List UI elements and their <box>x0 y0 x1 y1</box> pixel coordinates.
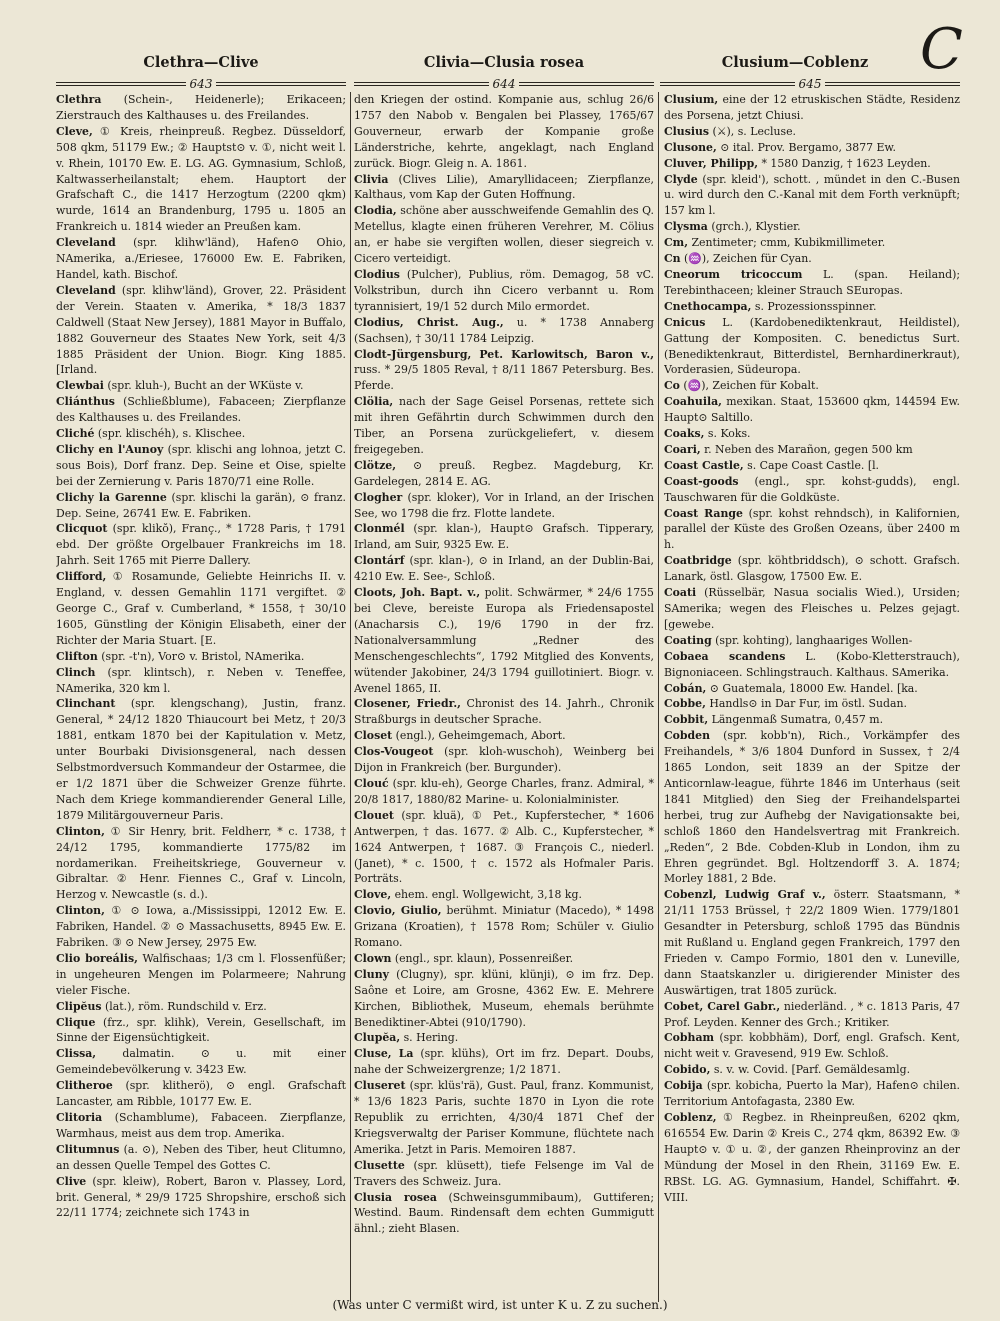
entry-headword: Cobán, <box>664 681 707 695</box>
entry-headword: Clivia <box>354 172 389 186</box>
entry-definition: (spr. klintsch), r. Neben v. Teneffee, NAmerika, 320 km l. <box>56 665 346 695</box>
entry-headword: Clouć <box>354 776 389 790</box>
entry-headword: Cluver, Philipp, <box>664 156 759 170</box>
entry-headword: Clusone, <box>664 140 717 154</box>
entry-definition: mexikan. Staat, 153600 qkm, 144594 Ew. Haupt⊙ Saltillo. <box>664 395 960 425</box>
entry-headword: Cobham <box>664 1031 715 1045</box>
dictionary-entry <box>56 824 346 904</box>
dictionary-entry <box>664 124 960 140</box>
entry-definition: (spr. kloh-wuschoh), Weinberg bei Dijon in Frankreich (ber. Burgunder). <box>354 745 654 775</box>
entry-definition: nach der Sage Geisel Porsenas, rettete sich mit ihren Gefährtin durch Schwimmen durch den Tiber, an Porsena zurückgeliefert, v. diesem freigegeben. <box>354 395 654 456</box>
entry-headword: Coast Range <box>664 506 743 520</box>
entry-headword: Clissa, <box>56 1047 97 1061</box>
dictionary-entry <box>56 951 346 999</box>
entry-definition: Handls⊙ in Dar Fur, im östl. Sudan. <box>705 697 907 711</box>
entry-definition: (Rüsselbär, Nasua socialis Wied.), Ursiden; SAmerika; wegen des Fleisches u. Pelzes gejagt. [gewebe. <box>664 586 960 631</box>
dictionary-entry <box>56 999 346 1015</box>
entry-definition: (♒), Zeichen für Cyan. <box>680 252 812 266</box>
dictionary-entry <box>354 585 654 696</box>
dictionary-entry <box>664 235 960 251</box>
entry-definition: (spr. klischi la garän), ⊙ franz. Dep. Seine, 26741 Ew. E. Fabriken. <box>56 490 346 520</box>
entry-headword: Clusium, <box>664 93 719 106</box>
entry-headword: Cobden <box>664 729 711 743</box>
entry-headword: Clichy en l'Aunoy <box>56 442 164 456</box>
footer-note: (Was unter C vermißt wird, ist unter K u. Z zu suchen.) <box>332 1298 668 1312</box>
entry-definition: schöne aber ausschweifende Gemahlin des Q. Metellus, klagte einen früheren Verehrer, M. Cölius an, er habe sie vergiften wollen, dieser siegreich v. Cicero verteidigt. <box>354 204 654 266</box>
entry-headword: Cluny <box>354 967 389 981</box>
entry-definition: (engl.), Geheimgemach, Abort. <box>392 729 566 743</box>
dictionary-entry <box>354 696 654 728</box>
dictionary-entry <box>664 156 960 172</box>
dictionary-entry <box>354 553 654 585</box>
entry-headword: Coati <box>664 586 697 600</box>
entry-definition: (spr. klischéh), s. Klischee. <box>94 427 246 441</box>
entry-headword: Clinton, <box>56 824 105 838</box>
dictionary-entry <box>56 903 346 951</box>
dictionary-entry <box>354 458 654 490</box>
entry-definition: (spr. klühs), Ort im frz. Depart. Doubs, nahe der Schweizergrenze; 1/2 1871. <box>354 1047 654 1077</box>
column-divider <box>658 92 659 1302</box>
entry-headword: Coatbridge <box>664 554 732 568</box>
entry-definition: (spr. klihw'länd), Grover, 22. Präsident der Verein. Staaten v. Amerika, * 18/3 1837 Caldwell (Staat New Jersey), 1881 Mayor in Buffalo, 1882 Gouverneur des Staates New York, seit 4/3 1885 Präsident der Union. Biogr. King 1885. [Irland. <box>56 283 346 377</box>
entry-definition: (spr. klu-eh), George Charles, franz. Admiral, * 20/8 1817, 1880/82 Marine- u. Kolonialminister. <box>354 776 654 806</box>
entry-headword: Clipĕus <box>56 999 102 1013</box>
dictionary-entry <box>56 92 346 124</box>
entry-headword: Clinch <box>56 665 96 679</box>
entry-definition: * 1580 Danzig, † 1623 Leyden. <box>758 156 931 170</box>
dictionary-entry <box>664 458 960 474</box>
entry-headword: Clitheroe <box>56 1079 113 1093</box>
entry-headword: Clötze, <box>354 458 397 472</box>
entry-headword: Clifford, <box>56 570 107 584</box>
entry-definition: (spr. -t'n), Vor⊙ v. Bristol, NAmerika. <box>97 649 305 663</box>
entry-headword: Cluse, La <box>354 1047 414 1061</box>
dictionary-entry <box>354 776 654 808</box>
dictionary-entry <box>56 1015 346 1047</box>
dictionary-entry <box>664 299 960 315</box>
dictionary-entry <box>56 378 346 394</box>
entry-definition: (spr. kluh-), Bucht an der WKüste v. <box>103 379 304 393</box>
entry-definition: (♒), Zeichen für Kobalt. <box>679 379 819 393</box>
dictionary-entry <box>56 124 346 235</box>
dictionary-entry <box>354 903 654 951</box>
dictionary-entry <box>664 442 960 458</box>
entry-headword: Coast-goods <box>664 474 739 488</box>
entry-definition: ⊙ preuß. Regbez. Magdeburg, Kr. Gardelegen, 2814 E. AG. <box>354 458 654 488</box>
entry-headword: Coating <box>664 633 712 647</box>
entry-definition: (spr. kobb'n), Rich., Vorkämpfer des Freihandels, * 3/6 1804 Dunford in Sussex, † 2/4 1865 London, seit 1839 an der Spitze der Anticornlaw-league, führte 1846 im Unterhaus (seit 1841 Mitglied) den Sieg der Freihandelspartei herbei, trug zur Aufhebg der Navigationsakte bei, schloß 1860 den Handelsvertrag mit Frankreich. „Reden“, 2 Bde. Cobden-Klub in London, ihm zu Ehren gegründet. Bgl. Holtzendorff 3. A. 1874; Morley 1881, 2 Bde. <box>664 729 960 886</box>
entry-headword: Cobbit, <box>664 713 709 727</box>
dictionary-entry <box>354 951 654 967</box>
entry-definition: (spr. klüsett), tiefe Felsenge im Val de Travers des Schweiz. Jura. <box>354 1158 654 1188</box>
entry-definition: österr. Staatsmann, * 21/11 1753 Brüssel, † 22/2 1809 Wien. 1779/1801 Gesandter in Petersburg, schloß 1795 das Bündnis mit Rußland u. England gegen Frankreich, 1797 den Frieden v. Campo Formio, 1801 den v. Luneville, dann Staatskanzler u. dirigierender Minister des Auswärtigen, trat 1805 zurück. <box>664 888 960 997</box>
dictionary-entry <box>664 887 960 998</box>
entry-headword: Cloots, Joh. Bapt. v., <box>354 586 481 600</box>
dictionary-entry <box>354 490 654 522</box>
entry-definition: (spr. kohting), langhaariges Wollen- <box>711 633 913 647</box>
entry-definition: berühmt. Miniatur (Macedo), * 1498 Grizana (Kroatien), † 1578 Rom; Schüler v. Giulio Romano. <box>354 904 654 950</box>
entry-headword: Clewbai <box>56 379 104 393</box>
entry-definition: s. Prozessionsspinner. <box>751 299 877 313</box>
dictionary-entry <box>664 140 960 156</box>
entry-definition: ⊙ Guatemala, 18000 Ew. Handel. [ka. <box>706 681 918 695</box>
entry-definition: Chronist des 14. Jahrh., Chronik Straßburgs in deutscher Sprache. <box>354 697 654 727</box>
dictionary-entry <box>664 999 960 1031</box>
entry-headword: Clölia, <box>354 395 394 409</box>
entry-definition: (spr. kleiw), Robert, Baron v. Plassey, Lord, brit. General, * 29/9 1725 Shropshire, erschoß sich 22/11 1774; zeichnete sich 1743 in <box>56 1174 346 1220</box>
entry-headword: Clio boreális, <box>56 951 138 965</box>
entry-definition: (spr. kloker), Vor in Irland, an der Irischen See, wo 1798 die frz. Flotte landete. <box>354 490 654 520</box>
dictionary-entry <box>664 1030 960 1062</box>
entry-headword: Clitoria <box>56 1111 103 1124</box>
entry-definition: (Clugny), spr. klüni, klünji), ⊙ im frz. Dep. Saône et Loire, am Grosne, 4362 Ew. E. Mehrere Kirchen, Bibliothek, Museum, ehemals berühmte Benediktiner-Abtei (910/1790). <box>354 967 654 1029</box>
column-left <box>56 92 346 1292</box>
entry-headword: Clusette <box>354 1158 405 1172</box>
entry-headword: Cobido, <box>664 1063 711 1077</box>
column-divider <box>350 92 351 1302</box>
entry-headword: Clichy la Garenne <box>56 490 167 504</box>
entry-headword: Clontárf <box>354 554 405 568</box>
page-number-center <box>354 78 654 90</box>
entry-headword: Cobija <box>664 1079 703 1093</box>
page-number-left-text: 643 <box>186 77 217 91</box>
dictionary-entry <box>664 267 960 299</box>
column-center <box>354 92 654 1292</box>
entry-headword: Clinton, <box>56 904 105 918</box>
entry-definition: (Schließblume), Fabaceen; Zierpflanze des Kalthauses u. des Freilandes. <box>56 395 346 425</box>
entry-definition: russ. * 29/5 1805 Reval, † 8/11 1867 Petersburg. Bes. Pferde. <box>354 363 654 393</box>
entry-definition: (spr. klikŏ), Franç., * 1728 Paris, † 1791 ebd. Der größte Orgelbauer Frankreichs im 18. Jahrh. Seit 1765 mit Pierre Dallery. <box>56 522 346 568</box>
column-right <box>664 92 960 1292</box>
entry-headword: Clown <box>354 951 392 965</box>
entry-definition: s. Hering. <box>400 1031 459 1045</box>
header-left: Clethra—Clive <box>143 54 259 71</box>
entry-headword: Cneorum tricoccum <box>664 267 803 281</box>
entry-definition: den Kriegen der ostind. Kompanie aus, schlug 26/6 1757 den Nabob v. Bengalen bei Plassey, 1765/67 Gouverneur, erwarb der Kompanie große Länderstriche, kehrte, angeklagt, nach England zurück. Biogr. Gleig n. A. 1861. <box>354 93 654 170</box>
entry-definition: ⊙ ital. Prov. Bergamo, 3877 Ew. <box>716 140 896 154</box>
entry-headword: Cobenzl, Ludwig Graf v., <box>664 888 826 902</box>
entry-headword: Clyde <box>664 172 698 186</box>
dictionary-entry <box>664 251 960 267</box>
entry-definition: Zentimeter; cmm, Kubikmillimeter. <box>687 236 886 250</box>
entry-headword: Coari, <box>664 442 701 456</box>
dictionary-entry <box>56 649 346 665</box>
page-number-right-text: 645 <box>795 77 826 91</box>
entry-headword: Clonmél <box>354 522 405 536</box>
entry-definition: eine der 12 etruskischen Städte, Residenz des Porsena, jetzt Chiusi. <box>664 93 960 122</box>
dictionary-entry <box>664 1110 960 1205</box>
entry-headword: Clique <box>56 1015 96 1029</box>
dictionary-entry <box>56 235 346 283</box>
entry-headword: Clifton <box>56 649 98 663</box>
dictionary-entry <box>56 283 346 378</box>
entry-headword: Cobaea scandens <box>664 649 786 663</box>
entry-headword: Cobbe, <box>664 697 706 711</box>
entry-headword: Cleve, <box>56 124 93 138</box>
entry-definition: r. Neben des Marañon, gegen 500 km <box>700 442 913 456</box>
entry-definition: ① Regbez. in Rheinpreußen, 6202 qkm, 616554 Ew. Darin ② Kreis C., 274 qkm, 86392 Ew. ③ Haupt⊙ v. ① u. ②, der ganzen Rheinprovinz an der Mündung der Mosel in den Rhein, 31169 Ew. E. RBSt. LG. AG. Gymnasium, Handel, Schiffahrt. ✠. VIII. <box>664 1111 960 1204</box>
entry-definition: (lat.), röm. Rundschild v. Erz. <box>101 999 267 1013</box>
entry-definition: (engl., spr. klaun), Possenreißer. <box>391 951 574 965</box>
dictionary-entry <box>56 665 346 697</box>
entry-definition: (Schamblume), Fabaceen. Zierpflanze, Warmhaus, meist aus dem trop. Amerika. <box>56 1111 346 1140</box>
dictionary-entry <box>354 347 654 395</box>
dictionary-entry <box>56 1046 346 1078</box>
entry-definition: (grch.), Klystier. <box>707 220 801 234</box>
entry-headword: Coahuila, <box>664 395 722 409</box>
entry-headword: Closener, Friedr., <box>354 697 461 711</box>
entry-headword: Coast Castle, <box>664 458 744 472</box>
entry-definition: (spr. kleid'), schott. , mündet in den C.-Busen u. wird durch den C.-Kanal mit dem Forth verknüpft; 157 km l. <box>664 172 960 218</box>
entry-headword: Cleveland <box>56 283 116 297</box>
entry-headword: Clusia rosea <box>354 1190 437 1204</box>
page-number-right <box>660 78 960 90</box>
dictionary-entry <box>664 585 960 633</box>
dictionary-entry <box>664 633 960 649</box>
entry-headword: Closet <box>354 729 393 743</box>
entry-definition: polit. Schwärmer, * 24/6 1755 bei Cleve, bereiste Europa als Friedensapostel (Anacharsis C.), 19/6 1790 in der frz. Nationalversammlung „Redner des Menschengeschlechts“, 1792 Mitglied des Konvents, wütender Jakobiner, 24/3 1794 guillotiniert. Biogr. v. Avenel 1865, II. <box>354 586 654 695</box>
dictionary-entry <box>56 394 346 426</box>
entry-definition: (spr. kobicha, Puerto la Mar), Hafen⊙ chilen. Territorium Antofagasta, 2380 Ew. <box>664 1079 960 1109</box>
dictionary-entry <box>664 1062 960 1078</box>
entry-headword: Clodius <box>354 267 400 281</box>
entry-definition: (spr. kluä), ① Pet., Kupferstecher, * 1606 Antwerpen, † das. 1677. ② Alb. C., Kupferstecher, * 1624 Antwerpen, † 1687. ③ François C., niederl. (Janet), * c. 1500, † c. 1572 als Hofmaler Paris. Porträts. <box>354 808 654 886</box>
entry-headword: Coaks, <box>664 427 705 441</box>
entry-definition: (spr. klengschang), Justin, franz. General, * 24/12 1820 Thiaucourt bei Metz, † 20/3 1881, entkam 1870 bei der Kapitulation v. Metz, unter Bourbaki Divisionsgeneral, nach dessen Selbstmordversuch Kommandeur der Ostarmee, die er 1/2 1871 über die Schweizer Grenze führte. Nach dem Kriege kommandierender General Lille, 1879 Militärgouverneur Paris. <box>56 697 346 822</box>
entry-headword: Cm, <box>664 236 688 250</box>
header-right: Clusium—Coblenz <box>721 54 869 71</box>
dictionary-entry <box>56 426 346 442</box>
entry-definition: ① Rosamunde, Geliebte Heinrichs II. v. England, v. dessen Gemahlin 1171 vergiftet. ② George C., Graf v. Cumberland, * 1558, † 30/10 1605, Günstling der Königin Elisabeth, einer der Richter der Maria Stuart. [E. <box>56 570 346 647</box>
entry-headword: Cnicus <box>664 315 706 329</box>
dictionary-entry <box>56 490 346 522</box>
dictionary-entry <box>664 315 960 379</box>
entry-headword: Cluseret <box>354 1079 406 1093</box>
entry-definition: L. (Kardobenediktenkraut, Heildistel), Gattung der Kompositen. C. benedictus Surt. (Benediktenkraut, Bitterdistel, Bernhardinerkraut), Vorderasien, Südeuropa. <box>664 315 960 377</box>
dictionary-entry <box>664 378 960 394</box>
dictionary-entry <box>664 728 960 887</box>
entry-definition: (spr. kohst rehndsch), in Kalifornien, parallel der Küste des Großen Ozeans, über 2400 m h. <box>664 506 960 552</box>
entry-definition: (engl., spr. kohst-gudds), engl. Tauschwaren für die Goldküste. <box>664 474 960 504</box>
dictionary-entry <box>354 172 654 204</box>
entry-headword: Clitumnus <box>56 1142 120 1156</box>
entry-definition: (Schweinsgummibaum), Guttiferen; Westind. Baum. Rindensaft dem echten Gummigutt ähnl.; zieht Blasen. <box>354 1190 654 1236</box>
header-center: Clivia—Clusia rosea <box>423 54 585 71</box>
entry-headword: Cleveland <box>56 236 116 250</box>
entry-definition: (spr. klüs'rä), Gust. Paul, franz. Kommunist, * 13/6 1823 Paris, suchte 1870 in Lyon die rote Republik zu errichten, 4/30/4 1871 Chef der Kriegsverwaltg der Pariser Kommune, flüchtete nach Amerika. Jetzt in Paris. Memoiren 1887. <box>354 1079 654 1156</box>
entry-definition: Längenmaß Sumatra, 0,457 m. <box>708 713 884 727</box>
entry-definition: L. (Kobo-Kletterstrauch), Bignoniaceen. Schlingstrauch. Kalthaus. SAmerika. <box>664 649 960 679</box>
entry-definition: s. Koks. <box>704 427 751 441</box>
entry-headword: Cn <box>664 252 681 266</box>
dictionary-entry <box>354 521 654 553</box>
dictionary-entry <box>664 696 960 712</box>
entry-definition: (spr. klihw'länd), Hafen⊙ Ohio, NAmerika, a./Eriesee, 176000 Ew. E. Fabriken, Handel, kath. Bischof. <box>56 236 346 281</box>
dictionary-entry <box>664 172 960 220</box>
dictionary-entry <box>354 1078 654 1158</box>
entry-headword: Cliánthus <box>56 395 115 409</box>
entry-definition: (spr. klischi ang lohnoa, jetzt C. sous Bois), Dorf franz. Dep. Seine et Oise, spielte bei der Zernierung v. Paris 1870/71 eine Rolle. <box>56 442 346 488</box>
dictionary-entry <box>354 1030 654 1046</box>
entry-definition: niederländ. , * c. 1813 Paris, 47 Prof. Leyden. Kenner des Grch.; Kritiker. <box>664 999 960 1029</box>
entry-headword: Cnethocampa, <box>664 299 752 313</box>
entry-definition: (spr. kobbhäm), Dorf, engl. Grafsch. Kent, nicht weit v. Gravesend, 919 Ew. Schloß. <box>664 1031 960 1061</box>
dictionary-entry <box>354 203 654 267</box>
entry-definition: (spr. klan-), Haupt⊙ Grafsch. Tipperary, Irland, am Suir, 9325 Ew. E. <box>354 522 654 552</box>
entry-definition: L. (span. Heiland); Terebinthaceen; kleiner Strauch SEuropas. <box>664 267 960 297</box>
dictionary-entry <box>664 92 960 124</box>
entry-headword: Clinchant <box>56 697 116 711</box>
entry-definition: (⚔), s. Lecluse. <box>709 124 796 138</box>
entry-headword: Clove, <box>354 888 392 902</box>
dictionary-entry <box>354 887 654 903</box>
dictionary-entry <box>56 1078 346 1110</box>
entry-headword: Coblenz, <box>664 1111 717 1124</box>
dictionary-entry <box>354 808 654 888</box>
entry-definition: (spr. klitherö), ⊙ engl. Grafschaft Lancaster, am Ribble, 10177 Ew. E. <box>56 1079 346 1109</box>
entry-definition: ① Kreis, rheinpreuß. Regbez. Düsseldorf, 508 qkm, 51179 Ew.; ② Hauptst⊙ v. ①, nicht weit l. v. Rhein, 10170 Ew. E. LG. AG. Gymnasium, Schloß, Kaltwasserheilanstalt; ehem. Hauptort der Grafschaft C., die 1417 Herzogtum (2200 qkm) wurde, 1614 an Brandenburg, 1795 u. 1805 an Frankreich u. 1814 wieder an Preußen kam. <box>56 124 346 234</box>
dictionary-entry <box>56 1110 346 1142</box>
entry-headword: Clogher <box>354 490 403 504</box>
dictionary-entry <box>354 728 654 744</box>
dictionary-entry <box>664 649 960 681</box>
entry-headword: Clupĕa, <box>354 1031 401 1045</box>
entry-definition: (Schein-, Heidenerle); Erikaceen; Zierstrauch des Kalthauses u. des Freilandes. <box>56 93 346 122</box>
entry-headword: Clouet <box>354 808 394 822</box>
dictionary-entry <box>56 1174 346 1222</box>
dictionary-entry <box>56 1142 346 1174</box>
entry-headword: Clovio, Giulio, <box>354 904 442 918</box>
entry-definition: (a. ⊙), Neben des Tiber, heut Clitumno, an dessen Quelle Tempel des Gottes C. <box>56 1142 346 1172</box>
dictionary-entry <box>664 681 960 697</box>
dictionary-entry <box>664 712 960 728</box>
entry-definition: (spr. klan-), ⊙ in Irland, an der Dublin-Bai, 4210 Ew. E. See-, Schloß. <box>354 554 654 584</box>
entry-headword: Clive <box>56 1174 87 1188</box>
entry-headword: Clodia, <box>354 204 397 218</box>
entry-headword: Clicquot <box>56 522 108 536</box>
dictionary-entry <box>354 1046 654 1078</box>
entry-headword: Clusius <box>664 124 710 138</box>
dictionary-entry <box>56 696 346 823</box>
entry-headword: Clysma <box>664 220 708 234</box>
entry-headword: Cobet, Carel Gabr., <box>664 999 781 1013</box>
dictionary-entry <box>354 267 654 315</box>
entry-definition: (Clives Lilie), Amaryllidaceen; Zierpflanze, Kalthaus, vom Kap der Guten Hoffnung. <box>354 172 654 202</box>
page-number-center-text: 644 <box>489 77 520 91</box>
dictionary-entry <box>664 426 960 442</box>
entry-definition: s. Cape Coast Castle. [l. <box>743 458 880 472</box>
entry-definition: dalmatin. ⊙ u. mit einer Gemeindebevölkerung v. 3423 Ew. <box>56 1047 346 1077</box>
dictionary-entry <box>664 474 960 506</box>
entry-definition: (frz., spr. klihk), Verein, Gesellschaft, im Sinne der Eigensüchtigkeit. <box>56 1015 346 1045</box>
dictionary-entry <box>56 569 346 649</box>
dictionary-entry <box>664 553 960 585</box>
section-letter: C <box>920 17 963 82</box>
entry-definition: s. v. w. Covid. [Parf. Gemäldesamlg. <box>710 1063 911 1077</box>
entry-headword: Co <box>664 379 680 393</box>
entry-headword: Clethra <box>56 93 102 106</box>
entry-headword: Clos-Vougeot <box>354 745 434 759</box>
dictionary-entry <box>664 219 960 235</box>
entry-headword: Clodt-Jürgensburg, Pet. Karlowitsch, Baron v., <box>354 347 654 361</box>
dictionary-entry <box>664 506 960 554</box>
dictionary-entry <box>56 521 346 569</box>
entry-definition: Walfischaas; 1/3 cm l. Flossenfüßer; in ungeheuren Mengen im Polarmeere; Nahrung vieler Fische. <box>56 951 346 997</box>
dictionary-entry <box>354 1158 654 1190</box>
dictionary-entry <box>354 315 654 347</box>
dictionary-entry <box>354 967 654 1031</box>
dictionary-entry <box>354 744 654 776</box>
dictionary-entry <box>354 394 654 458</box>
dictionary-entry <box>664 394 960 426</box>
entry-definition: (Pulcher), Publius, röm. Demagog, 58 vC. Volkstribun, durch ihn Cicero verbannt u. Rom tyrannisiert, 19/1 52 durch Milo ermordet. <box>354 267 654 313</box>
entry-headword: Clodius, Christ. Aug., <box>354 315 504 329</box>
entry-headword: Cliché <box>56 427 95 441</box>
entry-definition: u. * 1738 Annaberg (Sachsen), † 30/11 1784 Leipzig. <box>354 315 654 345</box>
entry-definition: ehem. engl. Wollgewicht, 3,18 kg. <box>391 888 582 902</box>
entry-definition: ① Sir Henry, brit. Feldherr, * c. 1738, † 24/12 1795, kommandierte 1775/82 im nordamerikan. Freiheitskriege, Gouverneur v. Gibraltar. ② Henr. Fiennes C., Graf v. Lincoln, Herzog v. Newcastle (s. d.). <box>56 824 346 902</box>
dictionary-entry <box>354 92 654 172</box>
page-number-left <box>56 78 346 90</box>
entry-definition: ① ⊙ Iowa, a./Mississippi, 12012 Ew. E. Fabriken, Handel. ② ⊙ Massachusetts, 8945 Ew. E. Fabriken. ③ ⊙ New Jersey, 2975 Ew. <box>56 904 346 950</box>
dictionary-entry <box>664 1078 960 1110</box>
entry-definition: (spr. köhtbriddsch), ⊙ schott. Grafsch. Lanark, östl. Glasgow, 17500 Ew. E. <box>664 554 960 584</box>
dictionary-entry <box>354 1190 654 1238</box>
dictionary-entry <box>56 442 346 490</box>
